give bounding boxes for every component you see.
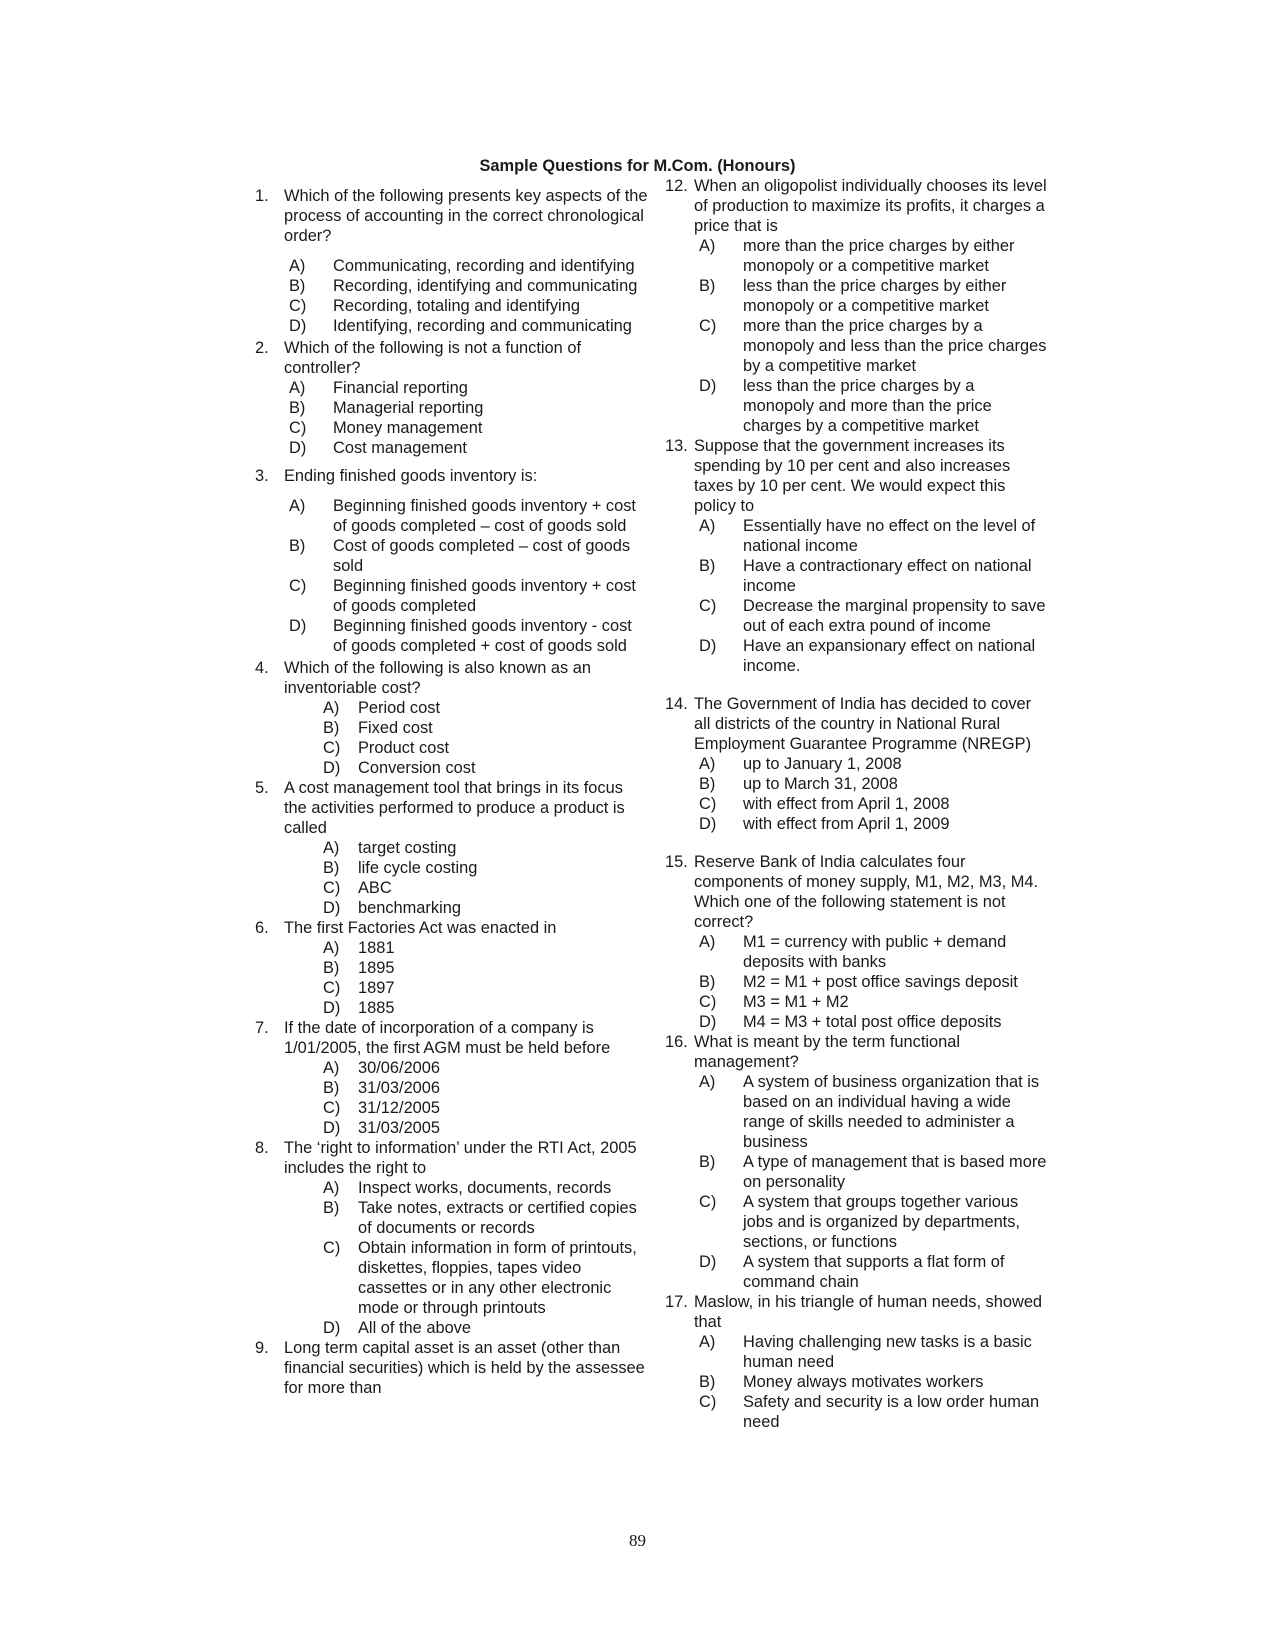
option-c xyxy=(699,316,1050,376)
question-number: 4. xyxy=(255,659,269,677)
option-d xyxy=(289,438,650,458)
question-9 xyxy=(255,1338,650,1398)
option-a xyxy=(289,496,650,536)
option-label: C) xyxy=(699,597,717,615)
option-a xyxy=(699,932,1050,972)
option-d xyxy=(289,616,650,656)
option-label: C) xyxy=(323,739,341,757)
option-text: Identifying, recording and communicating xyxy=(333,317,632,335)
option-label: B) xyxy=(323,1079,340,1097)
options-list xyxy=(665,754,1050,834)
question-text: What is meant by the term functional management? xyxy=(694,1033,961,1071)
option-text: with effect from April 1, 2009 xyxy=(743,815,950,833)
options-list xyxy=(255,1178,650,1338)
option-text: Safety and security is a low order human need xyxy=(743,1393,1040,1431)
option-label: B) xyxy=(289,277,306,295)
option-text: M1 = currency with public + demand deposits with banks xyxy=(743,933,1007,971)
option-text: Communicating, recording and identifying xyxy=(333,257,635,275)
question-text: Suppose that the government increases its spending by 10 per cent and also increases taxes by 10 per cent. We would expect this policy to xyxy=(694,437,1011,515)
option-text: 31/12/2005 xyxy=(358,1099,441,1117)
question-number: 9. xyxy=(255,1339,269,1357)
options-list xyxy=(255,496,650,656)
option-text: Decrease the marginal propensity to save out of each extra pound of income xyxy=(743,597,1046,635)
option-text: Obtain information in form of printouts, diskettes, floppies, tapes video cassettes or in any other electronic mode or through printouts xyxy=(358,1239,637,1317)
question-5 xyxy=(255,778,650,918)
option-label: A) xyxy=(699,237,716,255)
option-text: Take notes, extracts or certified copies of documents or records xyxy=(358,1199,637,1237)
options-list xyxy=(665,516,1050,676)
options-list xyxy=(665,932,1050,1032)
option-label: A) xyxy=(699,755,716,773)
option-text: A system of business organization that is based on an individual having a wide range of skills needed to administer a business xyxy=(743,1073,1040,1151)
option-label: B) xyxy=(289,399,306,417)
option-label: A) xyxy=(699,1333,716,1351)
option-label: B) xyxy=(323,1199,340,1217)
option-label: A) xyxy=(289,379,306,397)
option-b xyxy=(289,276,650,296)
option-label: B) xyxy=(699,277,716,295)
option-b xyxy=(323,1078,650,1098)
option-c xyxy=(323,1238,650,1318)
question-text: When an oligopolist individually chooses its level of production to maximize its profits, it charges a price that is xyxy=(694,177,1047,235)
option-text: M4 = M3 + total post office deposits xyxy=(743,1013,1002,1031)
option-c xyxy=(323,878,650,898)
option-text: M2 = M1 + post office savings deposit xyxy=(743,973,1018,991)
page-number: 89 xyxy=(629,1531,646,1550)
option-text: Have a contractionary effect on national income xyxy=(743,557,1032,595)
question-13 xyxy=(665,436,1050,676)
option-a xyxy=(289,256,650,276)
question-number: 6. xyxy=(255,919,269,937)
option-a xyxy=(289,378,650,398)
option-label: B) xyxy=(323,959,340,977)
option-label: C) xyxy=(289,419,307,437)
question-text: If the date of incorporation of a company is 1/01/2005, the first AGM must be held before xyxy=(284,1019,611,1057)
question-text: Reserve Bank of India calculates four components of money supply, M1, M2, M3, M4. Which one of the following statement is not correct? xyxy=(694,853,1039,931)
options-list xyxy=(255,1058,650,1138)
option-d xyxy=(699,1252,1050,1292)
option-c xyxy=(289,576,650,616)
question-7 xyxy=(255,1018,650,1138)
option-label: C) xyxy=(699,795,717,813)
option-label: B) xyxy=(289,537,306,555)
option-label: B) xyxy=(699,557,716,575)
question-number: 3. xyxy=(255,467,269,485)
option-text: Money always motivates workers xyxy=(743,1373,984,1391)
options-list xyxy=(665,1332,1050,1432)
question-8 xyxy=(255,1138,650,1338)
options-list xyxy=(255,938,650,1018)
option-text: 1895 xyxy=(358,959,395,977)
option-label: D) xyxy=(699,815,717,833)
option-d xyxy=(699,376,1050,436)
question-text: Which of the following is not a function of controller? xyxy=(284,339,582,377)
option-text: Beginning finished goods inventory - cost of goods completed + cost of goods sold xyxy=(333,617,632,655)
option-text: 1881 xyxy=(358,939,395,957)
option-text: Period cost xyxy=(358,699,440,717)
option-text: Having challenging new tasks is a basic human need xyxy=(743,1333,1032,1371)
question-4 xyxy=(255,658,650,778)
option-d xyxy=(323,1318,650,1338)
option-label: D) xyxy=(323,999,341,1017)
option-text: A system that groups together various jobs and is organized by departments, sections, or functions xyxy=(743,1193,1020,1251)
question-number: 17. xyxy=(665,1293,688,1311)
option-text: Cost of goods completed – cost of goods sold xyxy=(333,537,631,575)
option-c xyxy=(289,296,650,316)
options-list xyxy=(255,378,650,458)
option-a xyxy=(699,236,1050,276)
option-c xyxy=(699,1192,1050,1252)
option-text: 31/03/2006 xyxy=(358,1079,441,1097)
options-list xyxy=(255,838,650,918)
question-text: The Government of India has decided to cover all districts of the country in National Rural Employment Guarantee Programme (NREGP) xyxy=(694,695,1032,753)
option-a xyxy=(699,1332,1050,1372)
option-d xyxy=(323,1118,650,1138)
option-text: Managerial reporting xyxy=(333,399,484,417)
option-text: Cost management xyxy=(333,439,467,457)
question-text: The ‘right to information’ under the RTI Act, 2005 includes the right to xyxy=(284,1139,637,1177)
option-label: C) xyxy=(699,1393,717,1411)
option-b xyxy=(699,1372,1050,1392)
option-a xyxy=(323,1178,650,1198)
option-b xyxy=(699,972,1050,992)
question-17 xyxy=(665,1292,1050,1432)
option-b xyxy=(699,774,1050,794)
option-text: ABC xyxy=(358,879,392,897)
option-text: 1897 xyxy=(358,979,395,997)
options-list xyxy=(255,256,650,336)
option-text: Recording, identifying and communicating xyxy=(333,277,638,295)
option-label: D) xyxy=(323,899,341,917)
option-b xyxy=(323,858,650,878)
question-text: Which of the following presents key aspects of the process of accounting in the correct chronological order? xyxy=(284,187,648,245)
option-c xyxy=(323,738,650,758)
question-15 xyxy=(665,852,1050,1032)
option-label: D) xyxy=(323,1319,341,1337)
option-text: with effect from April 1, 2008 xyxy=(743,795,950,813)
question-3 xyxy=(255,466,650,656)
option-label: C) xyxy=(323,879,341,897)
option-text: Inspect works, documents, records xyxy=(358,1179,612,1197)
option-text: Product cost xyxy=(358,739,450,757)
option-label: A) xyxy=(323,699,340,717)
option-text: life cycle costing xyxy=(358,859,478,877)
question-16 xyxy=(665,1032,1050,1292)
question-number: 15. xyxy=(665,853,688,871)
option-a xyxy=(699,516,1050,556)
question-number: 13. xyxy=(665,437,688,455)
option-b xyxy=(323,958,650,978)
option-label: D) xyxy=(323,759,341,777)
question-text: Maslow, in his triangle of human needs, showed that xyxy=(694,1293,1043,1331)
option-label: C) xyxy=(323,1239,341,1257)
option-label: A) xyxy=(289,497,306,515)
options-list xyxy=(255,698,650,778)
option-label: D) xyxy=(289,617,307,635)
question-number: 5. xyxy=(255,779,269,797)
option-label: D) xyxy=(699,637,717,655)
option-label: C) xyxy=(289,297,307,315)
option-b xyxy=(323,718,650,738)
question-number: 7. xyxy=(255,1019,269,1037)
option-label: A) xyxy=(699,1073,716,1091)
option-label: C) xyxy=(699,1193,717,1211)
option-text: 31/03/2005 xyxy=(358,1119,441,1137)
option-text: more than the price charges by either monopoly or a competitive market xyxy=(743,237,1015,275)
question-number: 8. xyxy=(255,1139,269,1157)
option-d xyxy=(699,814,1050,834)
option-label: B) xyxy=(699,1153,716,1171)
option-text: All of the above xyxy=(358,1319,471,1337)
option-text: Recording, totaling and identifying xyxy=(333,297,580,315)
option-label: B) xyxy=(699,1373,716,1391)
question-text: Ending finished goods inventory is: xyxy=(284,467,538,485)
option-b xyxy=(323,1198,650,1238)
option-a xyxy=(699,754,1050,774)
option-label: A) xyxy=(289,257,306,275)
question-text: Long term capital asset is an asset (other than financial securities) which is held by the assessee for more than xyxy=(284,1339,645,1397)
option-b xyxy=(699,276,1050,316)
question-text: A cost management tool that brings in its focus the activities performed to produce a product is called xyxy=(284,779,625,837)
question-number: 16. xyxy=(665,1033,688,1051)
option-text: A type of management that is based more on personality xyxy=(743,1153,1047,1191)
left-column xyxy=(255,176,650,1398)
page-title: Sample Questions for M.Com. (Honours) xyxy=(479,157,796,175)
question-6 xyxy=(255,918,650,1018)
option-label: A) xyxy=(323,1059,340,1077)
question-2 xyxy=(255,338,650,458)
option-a xyxy=(699,1072,1050,1152)
option-text: less than the price charges by either monopoly or a competitive market xyxy=(743,277,1007,315)
option-text: 30/06/2006 xyxy=(358,1059,441,1077)
option-label: B) xyxy=(699,775,716,793)
option-c xyxy=(289,418,650,438)
option-a xyxy=(323,1058,650,1078)
option-label: D) xyxy=(289,317,307,335)
option-text: up to March 31, 2008 xyxy=(743,775,898,793)
option-label: D) xyxy=(699,1013,717,1031)
option-d xyxy=(699,636,1050,676)
option-b xyxy=(289,536,650,576)
option-b xyxy=(699,556,1050,596)
options-list xyxy=(665,1072,1050,1292)
option-text: benchmarking xyxy=(358,899,461,917)
question-text: The first Factories Act was enacted in xyxy=(284,919,557,937)
option-d xyxy=(323,998,650,1018)
option-c xyxy=(699,794,1050,814)
option-label: A) xyxy=(699,517,716,535)
option-text: M3 = M1 + M2 xyxy=(743,993,849,1011)
option-label: B) xyxy=(323,859,340,877)
option-text: Have an expansionary effect on national income. xyxy=(743,637,1036,675)
option-label: D) xyxy=(699,377,717,395)
option-text: Beginning finished goods inventory + cost of goods completed xyxy=(333,577,636,615)
option-b xyxy=(699,1152,1050,1192)
option-label: B) xyxy=(699,973,716,991)
right-column xyxy=(665,176,1050,1432)
option-text: Fixed cost xyxy=(358,719,433,737)
option-d xyxy=(289,316,650,336)
question-number: 12. xyxy=(665,177,688,195)
option-text: Essentially have no effect on the level of national income xyxy=(743,517,1036,555)
option-text: Conversion cost xyxy=(358,759,476,777)
option-label: C) xyxy=(699,993,717,1011)
option-text: 1885 xyxy=(358,999,395,1017)
option-c xyxy=(699,596,1050,636)
question-14 xyxy=(665,694,1050,834)
option-c xyxy=(699,992,1050,1012)
question-number: 2. xyxy=(255,339,269,357)
option-c xyxy=(699,1392,1050,1432)
option-text: A system that supports a flat form of command chain xyxy=(743,1253,1005,1291)
option-text: Beginning finished goods inventory + cost of goods completed – cost of goods sold xyxy=(333,497,636,535)
question-12 xyxy=(665,176,1050,436)
option-a xyxy=(323,938,650,958)
option-a xyxy=(323,698,650,718)
question-text: Which of the following is also known as an inventoriable cost? xyxy=(284,659,592,697)
option-text: target costing xyxy=(358,839,457,857)
options-list xyxy=(665,236,1050,436)
option-label: C) xyxy=(289,577,307,595)
option-c xyxy=(323,978,650,998)
option-label: C) xyxy=(699,317,717,335)
option-label: D) xyxy=(289,439,307,457)
option-label: C) xyxy=(323,1099,341,1117)
option-label: A) xyxy=(323,839,340,857)
option-c xyxy=(323,1098,650,1118)
option-label: D) xyxy=(699,1253,717,1271)
option-text: more than the price charges by a monopoly and less than the price charges by a competitive market xyxy=(743,317,1047,375)
option-b xyxy=(289,398,650,418)
question-1 xyxy=(255,186,650,336)
option-label: B) xyxy=(323,719,340,737)
option-label: A) xyxy=(323,1179,340,1197)
option-d xyxy=(699,1012,1050,1032)
option-d xyxy=(323,758,650,778)
question-number: 14. xyxy=(665,695,688,713)
option-text: Financial reporting xyxy=(333,379,468,397)
option-text: up to January 1, 2008 xyxy=(743,755,902,773)
option-a xyxy=(323,838,650,858)
option-d xyxy=(323,898,650,918)
option-text: less than the price charges by a monopoly and more than the price charges by a competitive market xyxy=(743,377,992,435)
option-text: Money management xyxy=(333,419,483,437)
option-label: A) xyxy=(699,933,716,951)
option-label: D) xyxy=(323,1119,341,1137)
option-label: C) xyxy=(323,979,341,997)
question-number: 1. xyxy=(255,187,269,205)
option-label: A) xyxy=(323,939,340,957)
